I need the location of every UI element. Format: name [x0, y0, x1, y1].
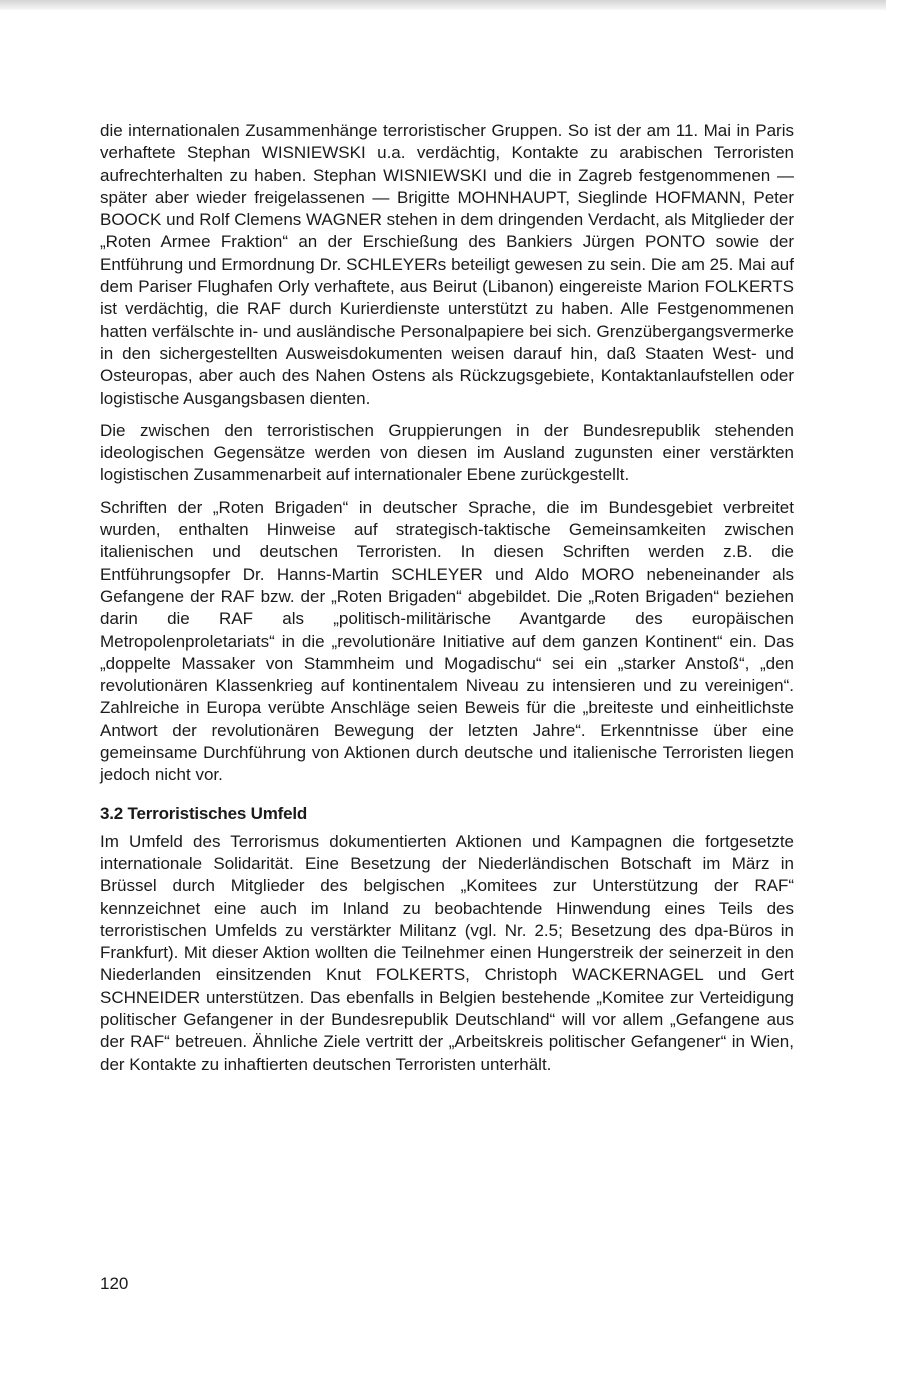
scan-edge-shadow — [0, 0, 886, 10]
document-page — [100, 120, 794, 1086]
section-heading: 3.2 Terroristisches Umfeld — [100, 803, 308, 823]
paragraph-terrorist-environment: Im Umfeld des Terrorismus dokumentierten Aktionen und Kampagnen die fortgesetzte internationale Solidarität. Eine Besetzung der Niederländischen Botschaft im März in Brüssel durch Mitglieder des belgischen „Komitees zur Unterstützung der RAF“ kennzeichnet eine auch im Inland zu beobachtende Hinwendung eines Teils des terroristischen Umfelds zu verstärkter Militanz (vgl. Nr. 2.5; Besetzung des dpa-Büros in Frankfurt). Mit dieser Aktion wollten die Teilnehmer einen Hungerstreik der seinerzeit in den Niederlanden einsitzenden Knut FOLKERTS, Christoph WACKERNAGEL und Gert SCHNEIDER unterstützen. Das ebenfalls in Belgien bestehende „Komitee zur Verteidigung politischer Gefangener in der Bundesrepublik Deutschland“ will vor allem „Gefangene aus der RAF“ betreuen. Ähnliche Ziele vertritt der „Arbeitskreis politischer Gefangener“ in Wien, der Kontakte zu inhaftierten deutschen Terroristen unterhält. — [100, 831, 794, 1074]
paragraph-ideological-differences: Die zwischen den terroristischen Gruppierungen in der Bundesrepublik stehenden ideologischen Gegensätze werden von diesen im Ausland zugunsten einer verstärkten logistischen Zusammenarbeit auf internationaler Ebene zurückgestellt. — [100, 420, 794, 485]
paragraph-international-links: die internationalen Zusammenhänge terroristischer Gruppen. So ist der am 11. Mai in Paris verhaftete Stephan WISNIEWSKI u.a. verdächtig, Kontakte zu arabischen Terroristen aufrechterhalten zu haben. Stephan WISNIEWSKI und die in Zagreb festgenommenen — später aber wieder freigelassenen — Brigitte MOHNHAUPT, Sieglinde HOFMANN, Peter BOOCK und Rolf Clemens WAGNER stehen in dem dringenden Verdacht, als Mitglieder der „Roten Armee Fraktion“ an der Erschießung des Bankiers Jürgen PONTO sowie der Entführung und Ermordnung Dr. SCHLEYERs beteiligt gewesen zu sein. Die am 25. Mai auf dem Pariser Flughafen Orly verhaftete, aus Beirut (Libanon) eingereiste Marion FOLKERTS ist verdächtig, die RAF durch Kurierdienste unterstützt zu haben. Alle Festgenommenen hatten verfälschte in- und ausländische Personalpapiere bei sich. Grenzübergangsvermerke in den sichergestellten Ausweisdokumenten weisen darauf hin, daß Staaten West- und Osteuropas, aber auch des Nahen Ostens als Rückzugsgebiete, Kontaktanlaufstellen oder logistische Ausgangsbasen dienten. — [100, 121, 794, 408]
paragraph-red-brigades: Schriften der „Roten Brigaden“ in deutscher Sprache, die im Bundesgebiet verbreitet wurden, enthalten Hinweise auf strategisch-taktische Gemeinsamkeiten zwischen italienischen und deutschen Terroristen. In diesen Schriften werden z.B. die Entführungsopfer Dr. Hanns-Martin SCHLEYER und Aldo MORO nebeneinander als Gefangene der RAF bzw. der „Roten Brigaden“ abgebildet. Die „Roten Brigaden“ beziehen darin die RAF als „politisch-militärische Avantgarde des europäischen Metropolenproletariats“ in die „revolutionäre Initiative auf dem ganzen Kontinent“ ein. Das „doppelte Massaker von Stammheim und Mogadischu“ sei ein „starker Anstoß“, „den revolutionären Klassenkrieg auf kontinentalem Niveau zu intensieren und zu vereinigen“. Zahlreiche in Europa verübte Anschläge seien Beweis für die „breiteste und einheitlichste Antwort der revolutionären Bewegung der letzten Jahre“. Erkenntnisse über eine gemeinsame Durchführung von Aktionen durch deutsche und italienische Terroristen liegen jedoch nicht vor. — [100, 497, 794, 785]
page-number: 120 — [100, 1274, 129, 1293]
